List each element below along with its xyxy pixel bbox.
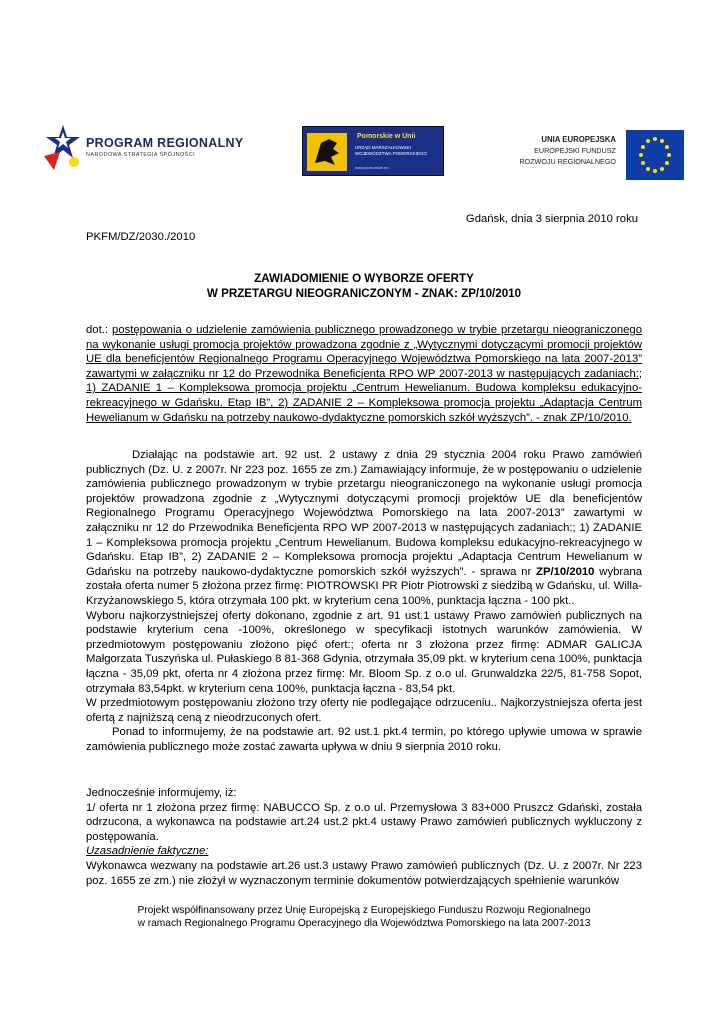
subject-prefix: dot.: (86, 324, 113, 336)
eu-fund-line1: EUROPEJSKI FUNDUSZ (534, 146, 616, 155)
decision-text-start: Działając na podstawie art. 92 ust. 2 ustawy z dnia 29 stycznia 2004 roku Prawo zamówień publicznych (Dz. U. z 2007r. Nr 223 poz. 1655 ze zm.) Zamawiający informuje, że w postępowaniu o udzielenie zamówienia publicznego prowadzonym w trybie przetargu nieograniczonego na wykonanie usługi promocja projektów prowadzona zgodnie z „Wytycznymi dotyczącymi promocji projektów UE dla beneficjentów Regionalnego Programu Operacyjnego Województwa Pomorskiego na lata 2007-2013” zawartymi w załączniku nr 12 do Przewodnika Beneficjenta RPO WP 2007-2013 w następujących zadaniach:; 1) ZADANIE 1 – Kompleksowa promocja projektu „Centrum Hewelianum. Budowa kompleksu edukacyjno-rekreacyjnego w Gdańsku. Etap IB”, 2) ZADANIE 2 – Kompleksowa promocja projektu „Adaptacja Centrum Hewelianum w Gdańsku na potrzeby naukowo-dydaktyczne pomorskich szkół wyższych”. - sprawa nr (86, 449, 642, 578)
pomorskie-office: URZĄD MARSZAŁKOWSKI WOJEWÓDZTWA POMORSKIEGO (355, 145, 427, 156)
title-line-2: W PRZETARGU NIEOGRANICZONYM - ZNAK: ZP/10/2010 (206, 286, 522, 300)
title-line-1: ZAWIADOMIENIE O WYBORZE OFERTY (254, 272, 474, 285)
document-date: Gdańsk, dnia 3 sierpnia 2010 roku (465, 213, 638, 225)
decision-text-end: wybrana została oferta numer 5 złożona przez firmę: PIOTROWSKI PR Piotr Piotrowski z siedzibą w Gdańsku, ul. Willa-Krzyżanowskiego 5, która otrzymała 100 pkt. w kryterium cena 100%, punktacja łączna - 100 pkt.. (86, 565, 642, 607)
logo-bar (0, 112, 724, 192)
main-body (86, 448, 642, 754)
deadline-paragraph: Ponad to informujemy, że na podstawie art. 92 ust.1 pkt.4 termin, po którego upływie umowa w sprawie zamówienia publicznego może zostać zawarta upływa w dniu 9 sierpnia 2010 roku. (86, 726, 642, 753)
pomorskie-title: Pomorskie w Unii (357, 133, 416, 140)
pomorskie-url: www.pomorskie.eu (355, 165, 389, 170)
eu-flag-icon (626, 130, 684, 180)
pomorskie-griffin-crest-icon (307, 133, 347, 171)
document-reference: PKFM/DZ/2030./2010 (86, 231, 196, 243)
program-regionalny-logo (40, 122, 244, 172)
eu-name: UNIA EUROPEJSKA (541, 135, 616, 144)
justification-label: Uzasadnienie faktyczne: (86, 845, 209, 858)
eu-logo-text (519, 134, 616, 167)
eu-fund-line2: ROZWOJU REGIONALNEGO (519, 157, 616, 166)
decision-paragraph (86, 448, 642, 609)
pomorskie-w-unii-logo (302, 126, 444, 176)
subject-paragraph (86, 323, 642, 425)
justification-text: Wykonawca wezwany na podstawie art.26 ust.3 ustawy Prawo zamówień publicznych (Dz. U. z 2007r. Nr 223 poz. 1655 ze zm.) nie złożył w wyznaczonym terminie dokumentów potwierdzających spełnienie warunków (86, 859, 642, 887)
further-information (86, 786, 642, 888)
subject-text: postępowania o udzielenie zamówienia publicznego prowadzonego w trybie przetargu nieograniczonego na wykonanie usługi promocja projektów prowadzona zgodnie z „Wytycznymi dotyczącymi promocji projektów UE dla beneficjentów Regionalnego Programu Operacyjnego Województwa Pomorskiego na lata 2007-2013” zawartymi w załączniku nr 12 do Przewodnika Beneficjenta RPO WP 2007-2013 w następujących zadaniach:; 1) ZADANIE 1 – Kompleksowa promocja projektu „Centrum Hewelianum. Budowa kompleksu edukacyjno-rekreacyjnego w Gdańsku. Etap IB”, 2) ZADANIE 2 – Kompleksowa promocja projektu „Adaptacja Centrum Hewelianum w Gdańsku na potrzeby naukowo-dydaktyczne pomorskich szkół wyższych”. - znak ZP/10/2010. (86, 324, 642, 424)
case-number: ZP/10/2010 (536, 565, 595, 578)
rejection-item-1: 1/ oferta nr 1 złożona przez firmę: NABUCCO Sp. z o.o ul. Przemysłowa 3 83+000 Pruszcz Gdański, została odrzucona, a wykonawca na podstawie art.24 ust.2 pkt.4 ustawy Prawo zamówień publicznych wykluczony z postępowania. (86, 801, 642, 843)
footer-line-2: w ramach Regionalnego Programu Operacyjnego dla Województwa Pomorskiego na lata 2007-2013 (137, 918, 591, 929)
program-regionalny-subtitle: NARODOWA STRATEGIA SPÓJNOŚCI (86, 152, 195, 158)
document-title (86, 272, 642, 301)
page-footer (86, 904, 642, 930)
offers-paragraph: W przedmiotowym postępowaniu złożono trzy oferty nie podlegające odrzuceniu.. Najkorzystniejsza oferta jest ofertą z najniższą ceną z nieodrzuconych ofert. (86, 697, 642, 724)
footer-line-1: Projekt współfinansowany przez Unię Europejską z Europejskiego Funduszu Rozwoju Regionalnego (137, 905, 591, 916)
program-regionalny-title: PROGRAM REGIONALNY (86, 136, 244, 150)
eu-logo (504, 130, 684, 180)
selection-paragraph: Wyboru najkorzystniejszej oferty dokonano, zgodnie z art. 91 ust.1 ustawy Prawo zamówień publicznych na podstawie kryterium cena -100%, określonego w specyfikacji istotnych warunków zamówienia. W przedmiotowym postępowaniu złożono pięć ofert:; oferta nr 3 złożona przez firmę: ADMAR GALICJA Małgorzata Tuszyńska ul. Pułaskiego 8 81-368 Gdynia, otrzymała 35,09 pkt. w kryterium cena 100%, punktacja łączna - 35,09 pkt, oferta nr 4 złożona przez firmę: Mr. Bloom Sp. z o.o ul. Grunwaldzka 22/5, 81-758 Sopot, otrzymała 83,54pkt. w kryterium cena 100%, punktacja łączna - 83,54 pkt. (86, 609, 642, 695)
further-intro: Jednocześnie informujemy, iż: (86, 787, 237, 799)
program-regionalny-star-icon (42, 122, 84, 172)
